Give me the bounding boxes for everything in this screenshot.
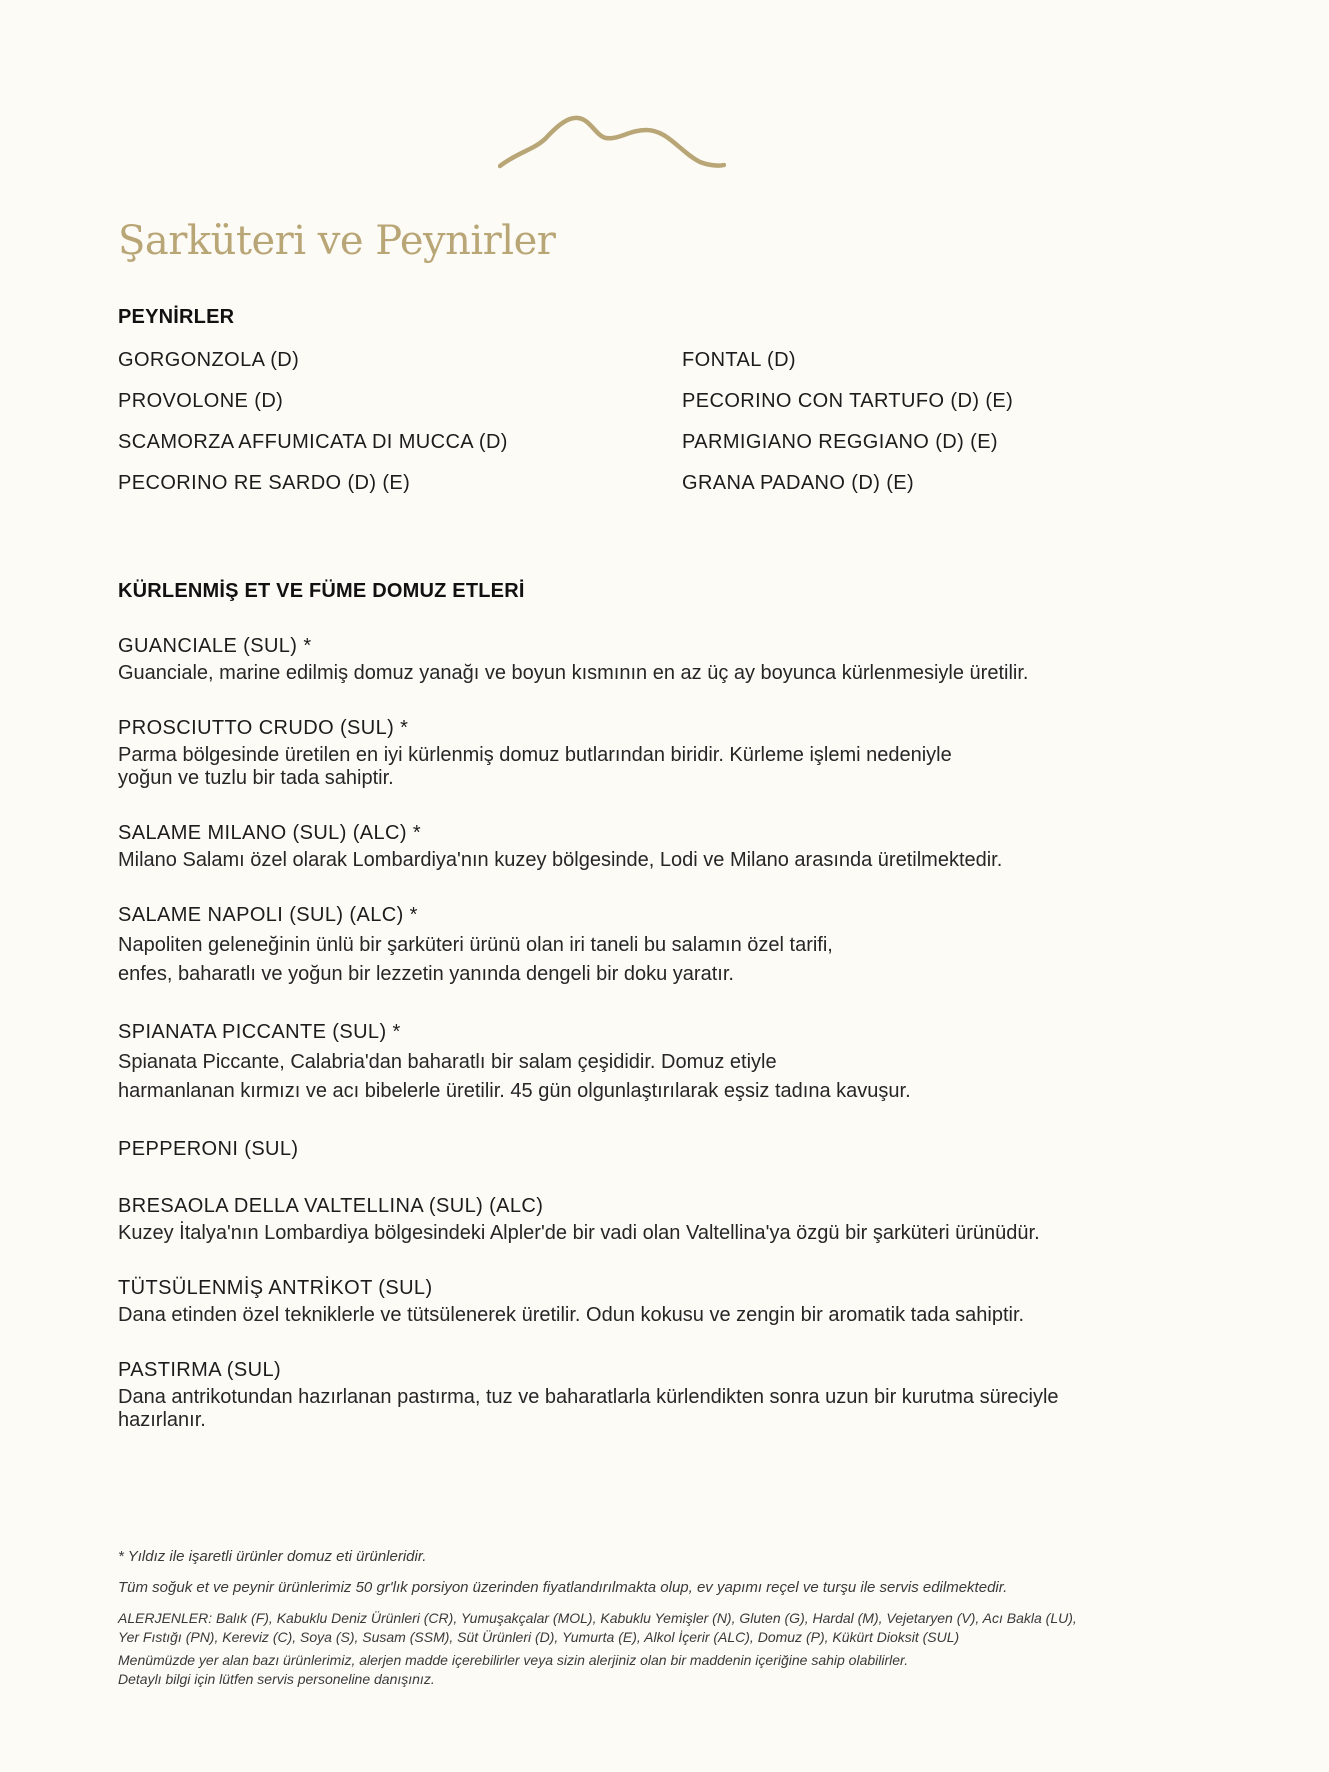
cheese-item: GRANA PADANO (D) (E) [682, 472, 915, 494]
description-line: hazırlanır. [118, 1409, 206, 1431]
cheese-item: PARMIGIANO REGGIANO (D) (E) [682, 431, 998, 453]
allergen-line: Yer Fıstığı (PN), Kereviz (C), Soya (S), Susam (SSM), Süt Ürünleri (D), Yumurta (E), Alkol İçerir (ALC), Domuz (P), Kükürt Dioksit (SUL) [118, 1629, 960, 1645]
star-note: * Yıldız ile işaretli ürünler domuz eti ürünleridir. [118, 1548, 427, 1565]
item-name: SALAME MILANO (SUL) (ALC) * [118, 822, 422, 844]
cheese-item: PECORINO CON TARTUFO (D) (E) [682, 390, 1014, 412]
info-line: Detaylı bilgi için lütfen servis personeline danışınız. [118, 1671, 435, 1687]
item-description [118, 1386, 1118, 1432]
item-description: Milano Salamı özel olarak Lombardiya'nın kuzey bölgesinde, Lodi ve Milano arasında üretilmektedir. [118, 849, 1003, 871]
allergen-legend [118, 1609, 1198, 1647]
description-line: yoğun ve tuzlu bir tada sahiptir. [118, 767, 394, 789]
menu-item [118, 632, 1118, 685]
cheese-item: PROVOLONE (D) [118, 390, 284, 412]
menu-item [118, 1018, 1118, 1106]
allergen-info [118, 1651, 1198, 1689]
portion-note: Tüm soğuk et ve peynir ürünlerimiz 50 gr'lık porsiyon üzerinden fiyatlandırılmakta olup, ev yapımı reçel ve turşu ile servis edilmektedir. [118, 1579, 1008, 1596]
menu-item [118, 1356, 1118, 1432]
cheese-section-heading: PEYNİRLER [118, 306, 235, 328]
item-name: SALAME NAPOLI (SUL) (ALC) * [118, 904, 418, 926]
meat-list [118, 632, 1118, 1461]
item-name: PASTIRMA (SUL) [118, 1359, 282, 1381]
info-line: Menümüzde yer alan bazı ürünlerimiz, alerjen madde içerebilirler veya sizin alerjiniz olan bir maddenin içeriğine sahip olabilirler. [118, 1652, 909, 1668]
item-description: Kuzey İtalya'nın Lombardiya bölgesindeki Alpler'de bir vadi olan Valtellina'ya özgü bir şarküteri ürünüdür. [118, 1222, 1040, 1244]
description-line: Spianata Piccante, Calabria'dan baharatlı bir salam çeşididir. Domuz etiyle [118, 1051, 777, 1073]
menu-item [118, 1135, 1118, 1163]
item-description [118, 744, 1118, 790]
footer-notes [118, 1547, 1198, 1692]
cheese-item: SCAMORZA AFFUMICATA DI MUCCA (D) [118, 431, 508, 453]
item-description [118, 931, 1118, 989]
item-name: PROSCIUTTO CRUDO (SUL) * [118, 717, 409, 739]
description-line: Parma bölgesinde üretilen en iyi kürlenmiş domuz butlarından biridir. Kürleme işlemi nedeniyle [118, 744, 952, 766]
item-description: Dana etinden özel tekniklerle ve tütsülenerek üretilir. Odun kokusu ve zengin bir aromatik tada sahiptir. [118, 1304, 1025, 1326]
cheese-item: FONTAL (D) [682, 349, 796, 371]
description-line: Dana antrikotundan hazırlanan pastırma, tuz ve baharatlarla kürlendikten sonra uzun bir kurutma süreciyle [118, 1386, 1059, 1408]
mountain-wave-logo [498, 108, 726, 174]
item-description: Guanciale, marine edilmiş domuz yanağı ve boyun kısmının en az üç ay boyunca kürlenmesiyle üretilir. [118, 662, 1029, 684]
description-line: Napoliten geleneğinin ünlü bir şarküteri ürünü olan iri taneli bu salamın özel tarifi, [118, 934, 833, 956]
meat-section-heading: KÜRLENMİŞ ET VE FÜME DOMUZ ETLERİ [118, 580, 525, 602]
cheese-column-right [682, 346, 1013, 510]
item-name: PEPPERONI (SUL) [118, 1138, 299, 1160]
cheese-item: PECORINO RE SARDO (D) (E) [118, 472, 411, 494]
menu-item [118, 819, 1118, 872]
menu-item [118, 1274, 1118, 1327]
description-line: harmanlanan kırmızı ve acı bibelerle üretilir. 45 gün olgunlaştırılarak eşsiz tadına kavuşur. [118, 1080, 911, 1102]
cheese-column-left [118, 346, 508, 510]
menu-item [118, 714, 1118, 790]
menu-item [118, 901, 1118, 989]
cheese-item: GORGONZOLA (D) [118, 349, 300, 371]
item-name: TÜTSÜLENMİŞ ANTRİKOT (SUL) [118, 1277, 433, 1299]
item-description [118, 1048, 1118, 1106]
item-name: SPIANATA PICCANTE (SUL) * [118, 1021, 401, 1043]
description-line: enfes, baharatlı ve yoğun bir lezzetin yanında dengeli bir doku yaratır. [118, 963, 734, 985]
menu-item [118, 1192, 1118, 1245]
page-title: Şarküteri ve Peynirler [118, 218, 556, 264]
item-name: BRESAOLA DELLA VALTELLINA (SUL) (ALC) [118, 1195, 544, 1217]
item-name: GUANCIALE (SUL) * [118, 635, 312, 657]
allergen-line: ALERJENLER: Balık (F), Kabuklu Deniz Ürünleri (CR), Yumuşakçalar (MOL), Kabuklu Yemişler (N), Gluten (G), Hardal (M), Vejetaryen (V), Acı Bakla (LU), [118, 1610, 1077, 1626]
